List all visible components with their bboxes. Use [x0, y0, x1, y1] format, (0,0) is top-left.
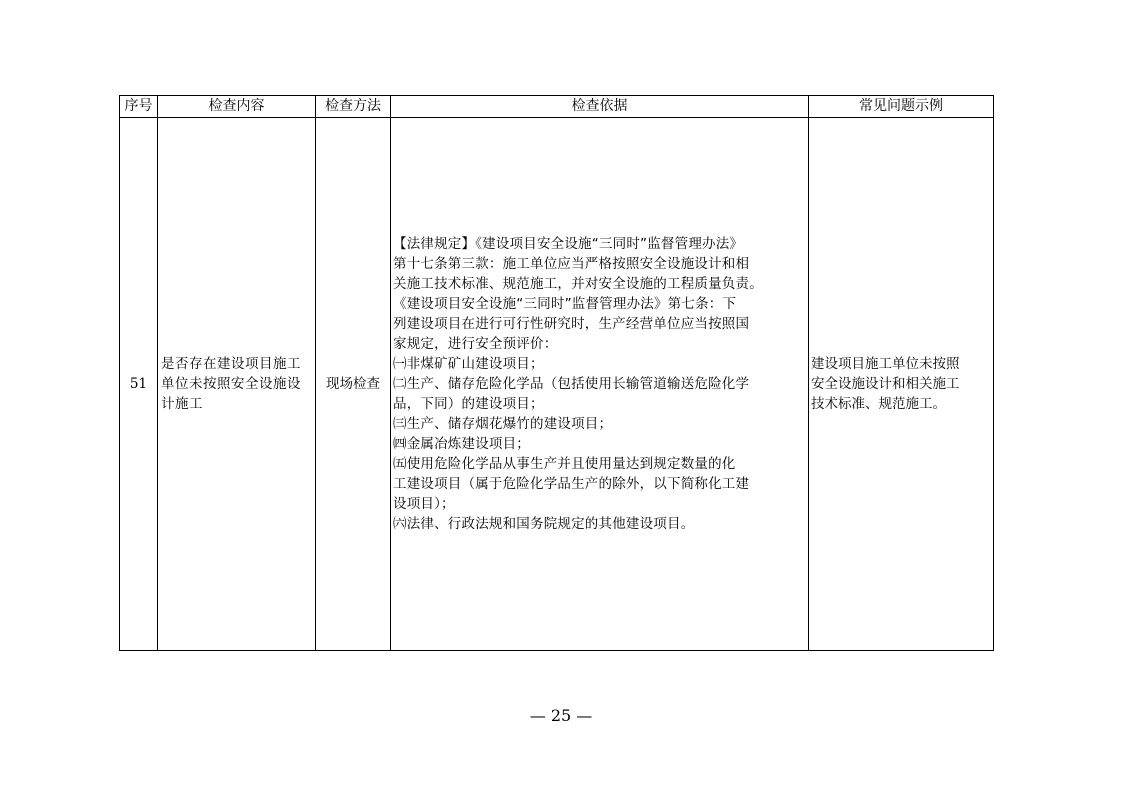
inspection-content: 是否存在建设项目施工单位未按照安全设施设计施工	[158, 118, 316, 651]
example-line: 技术标准、规范施工。	[811, 396, 946, 412]
page-number: — 25 —	[529, 706, 593, 725]
example-line: 建设项目施工单位未按照	[811, 356, 960, 372]
inspection-basis	[391, 118, 809, 651]
common-problem-example	[809, 118, 994, 651]
basis-line: ㈣金属冶炼建设项目；	[393, 436, 530, 452]
example-line: 安全设施设计和相关施工	[811, 376, 960, 392]
table-row	[120, 118, 994, 651]
basis-line: ㈡生产、储存危险化学品（包括使用长输管道输送危险化学	[393, 376, 750, 392]
basis-line: 【法律规定】《建设项目安全设施“三同时”监督管理办法》	[393, 236, 744, 252]
basis-line: 《建设项目安全设施“三同时”监督管理办法》第七条：下	[393, 296, 737, 312]
inspection-table	[119, 95, 994, 651]
header-basis: 检查依据	[391, 96, 809, 118]
basis-line: 工建设项目（属于危险化学品生产的除外，以下简称化工建	[393, 476, 750, 492]
header-method: 检查方法	[316, 96, 391, 118]
basis-line: ㈢生产、储存烟花爆竹的建设项目；	[393, 416, 613, 432]
header-example: 常见问题示例	[809, 96, 994, 118]
basis-line: ㈤使用危险化学品从事生产并且使用量达到规定数量的化	[393, 456, 736, 472]
inspection-method: 现场检查	[316, 118, 391, 651]
basis-line: 列建设项目在进行可行性研究时，生产经营单位应当按照国	[393, 316, 750, 332]
header-content: 检查内容	[158, 96, 316, 118]
basis-line: ㈥法律、行政法规和国务院规定的其他建设项目。	[393, 516, 695, 532]
basis-line: ㈠非煤矿矿山建设项目；	[393, 356, 544, 372]
table-header-row	[120, 96, 994, 118]
row-number: 51	[120, 118, 158, 651]
basis-line: 品，下同）的建设项目；	[393, 396, 544, 412]
basis-line: 关施工技术标准、规范施工，并对安全设施的工程质量负责。	[393, 276, 763, 292]
basis-line: 家规定，进行安全预评价：	[393, 336, 558, 352]
basis-line: 第十七条第三款：施工单位应当严格按照安全设施设计和相	[393, 256, 750, 272]
header-no: 序号	[120, 96, 158, 118]
basis-line: 设项目）；	[393, 496, 455, 512]
